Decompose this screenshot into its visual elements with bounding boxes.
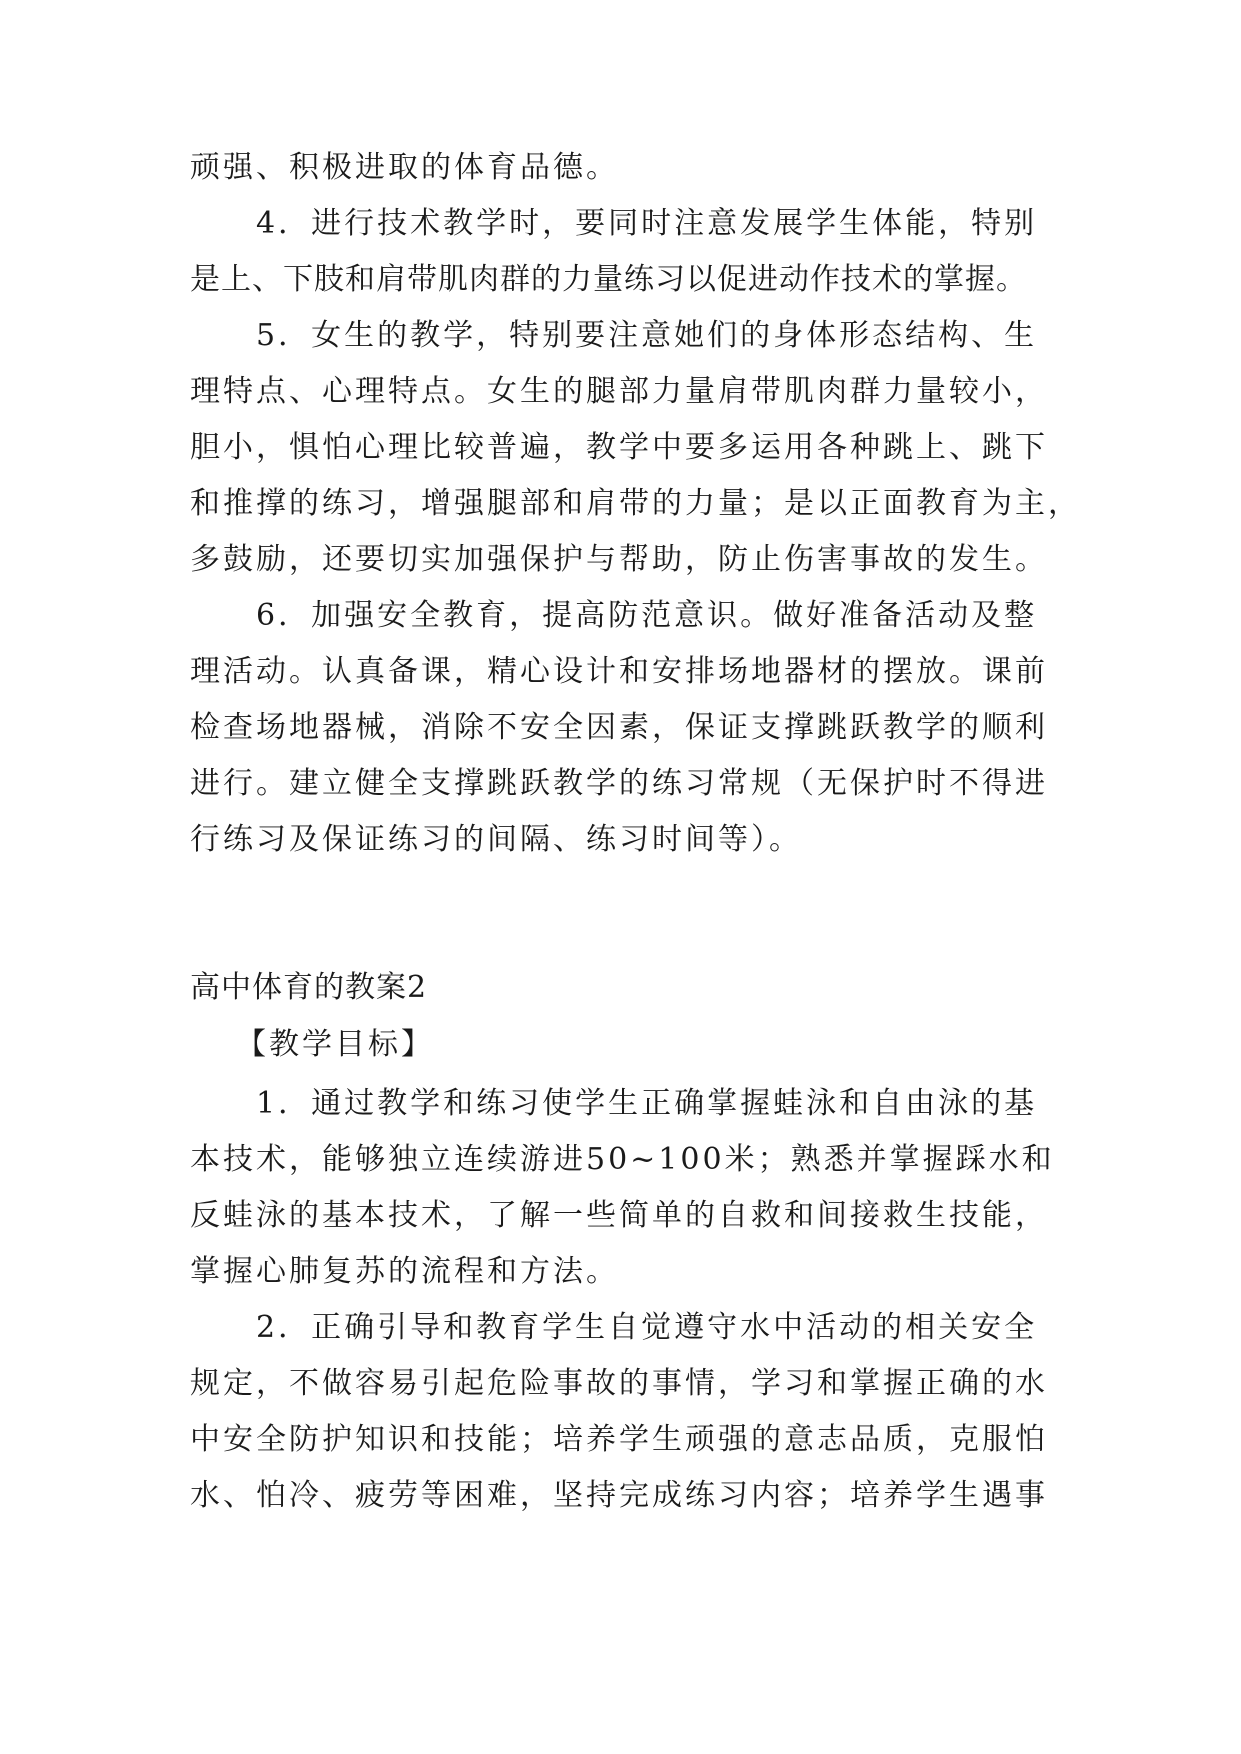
text-line: 是上、下肢和肩带肌肉群的力量练习以促进动作技术的掌握。 <box>190 262 1027 297</box>
text-line: 6．加强安全教育，提高防范意识。做好准备活动及整 <box>256 598 1038 633</box>
text-line: 理活动。认真备课，精心设计和安排场地器材的摆放。课前 <box>190 654 1048 689</box>
text-line: 掌握心肺复苏的流程和方法。 <box>190 1254 619 1289</box>
text-line: 2．正确引导和教育学生自觉遵守水中活动的相关安全 <box>256 1310 1038 1345</box>
text-line: 检查场地器械，消除不安全因素，保证支撑跳跃教学的顺利 <box>190 710 1048 745</box>
text-line: 和推撑的练习，增强腿部和肩带的力量；是以正面教育为主， <box>190 486 1081 521</box>
text-line: 1．通过教学和练习使学生正确掌握蛙泳和自由泳的基 <box>256 1086 1038 1121</box>
text-line: 水、怕冷、疲劳等困难，坚持完成练习内容；培养学生遇事 <box>190 1478 1048 1513</box>
text-line: 5．女生的教学，特别要注意她们的身体形态结构、生 <box>256 318 1038 353</box>
text-line: 顽强、积极进取的体育品德。 <box>190 150 619 185</box>
text-line: 4．进行技术教学时，要同时注意发展学生体能，特别 <box>256 206 1038 241</box>
section-title: 高中体育的教案2 <box>190 970 428 1005</box>
text-line: 中安全防护知识和技能；培养学生顽强的意志品质，克服怕 <box>190 1422 1048 1457</box>
text-line: 行练习及保证练习的间隔、练习时间等）。 <box>190 822 802 857</box>
text-line: 反蛙泳的基本技术，了解一些简单的自救和间接救生技能， <box>190 1198 1048 1233</box>
text-line: 规定，不做容易引起危险事故的事情，学习和掌握正确的水 <box>190 1366 1048 1401</box>
text-line: 胆小，惧怕心理比较普遍，教学中要多运用各种跳上、跳下 <box>190 430 1048 465</box>
text-line: 本技术，能够独立连续游进50~100米；熟悉并掌握踩水和 <box>190 1142 1055 1177</box>
section-heading: 【教学目标】 <box>236 1027 434 1062</box>
text-line: 进行。建立健全支撑跳跃教学的练习常规（无保护时不得进 <box>190 766 1048 801</box>
text-line: 理特点、心理特点。女生的腿部力量肩带肌肉群力量较小， <box>190 374 1048 409</box>
text-line: 多鼓励，还要切实加强保护与帮助，防止伤害事故的发生。 <box>190 542 1048 577</box>
